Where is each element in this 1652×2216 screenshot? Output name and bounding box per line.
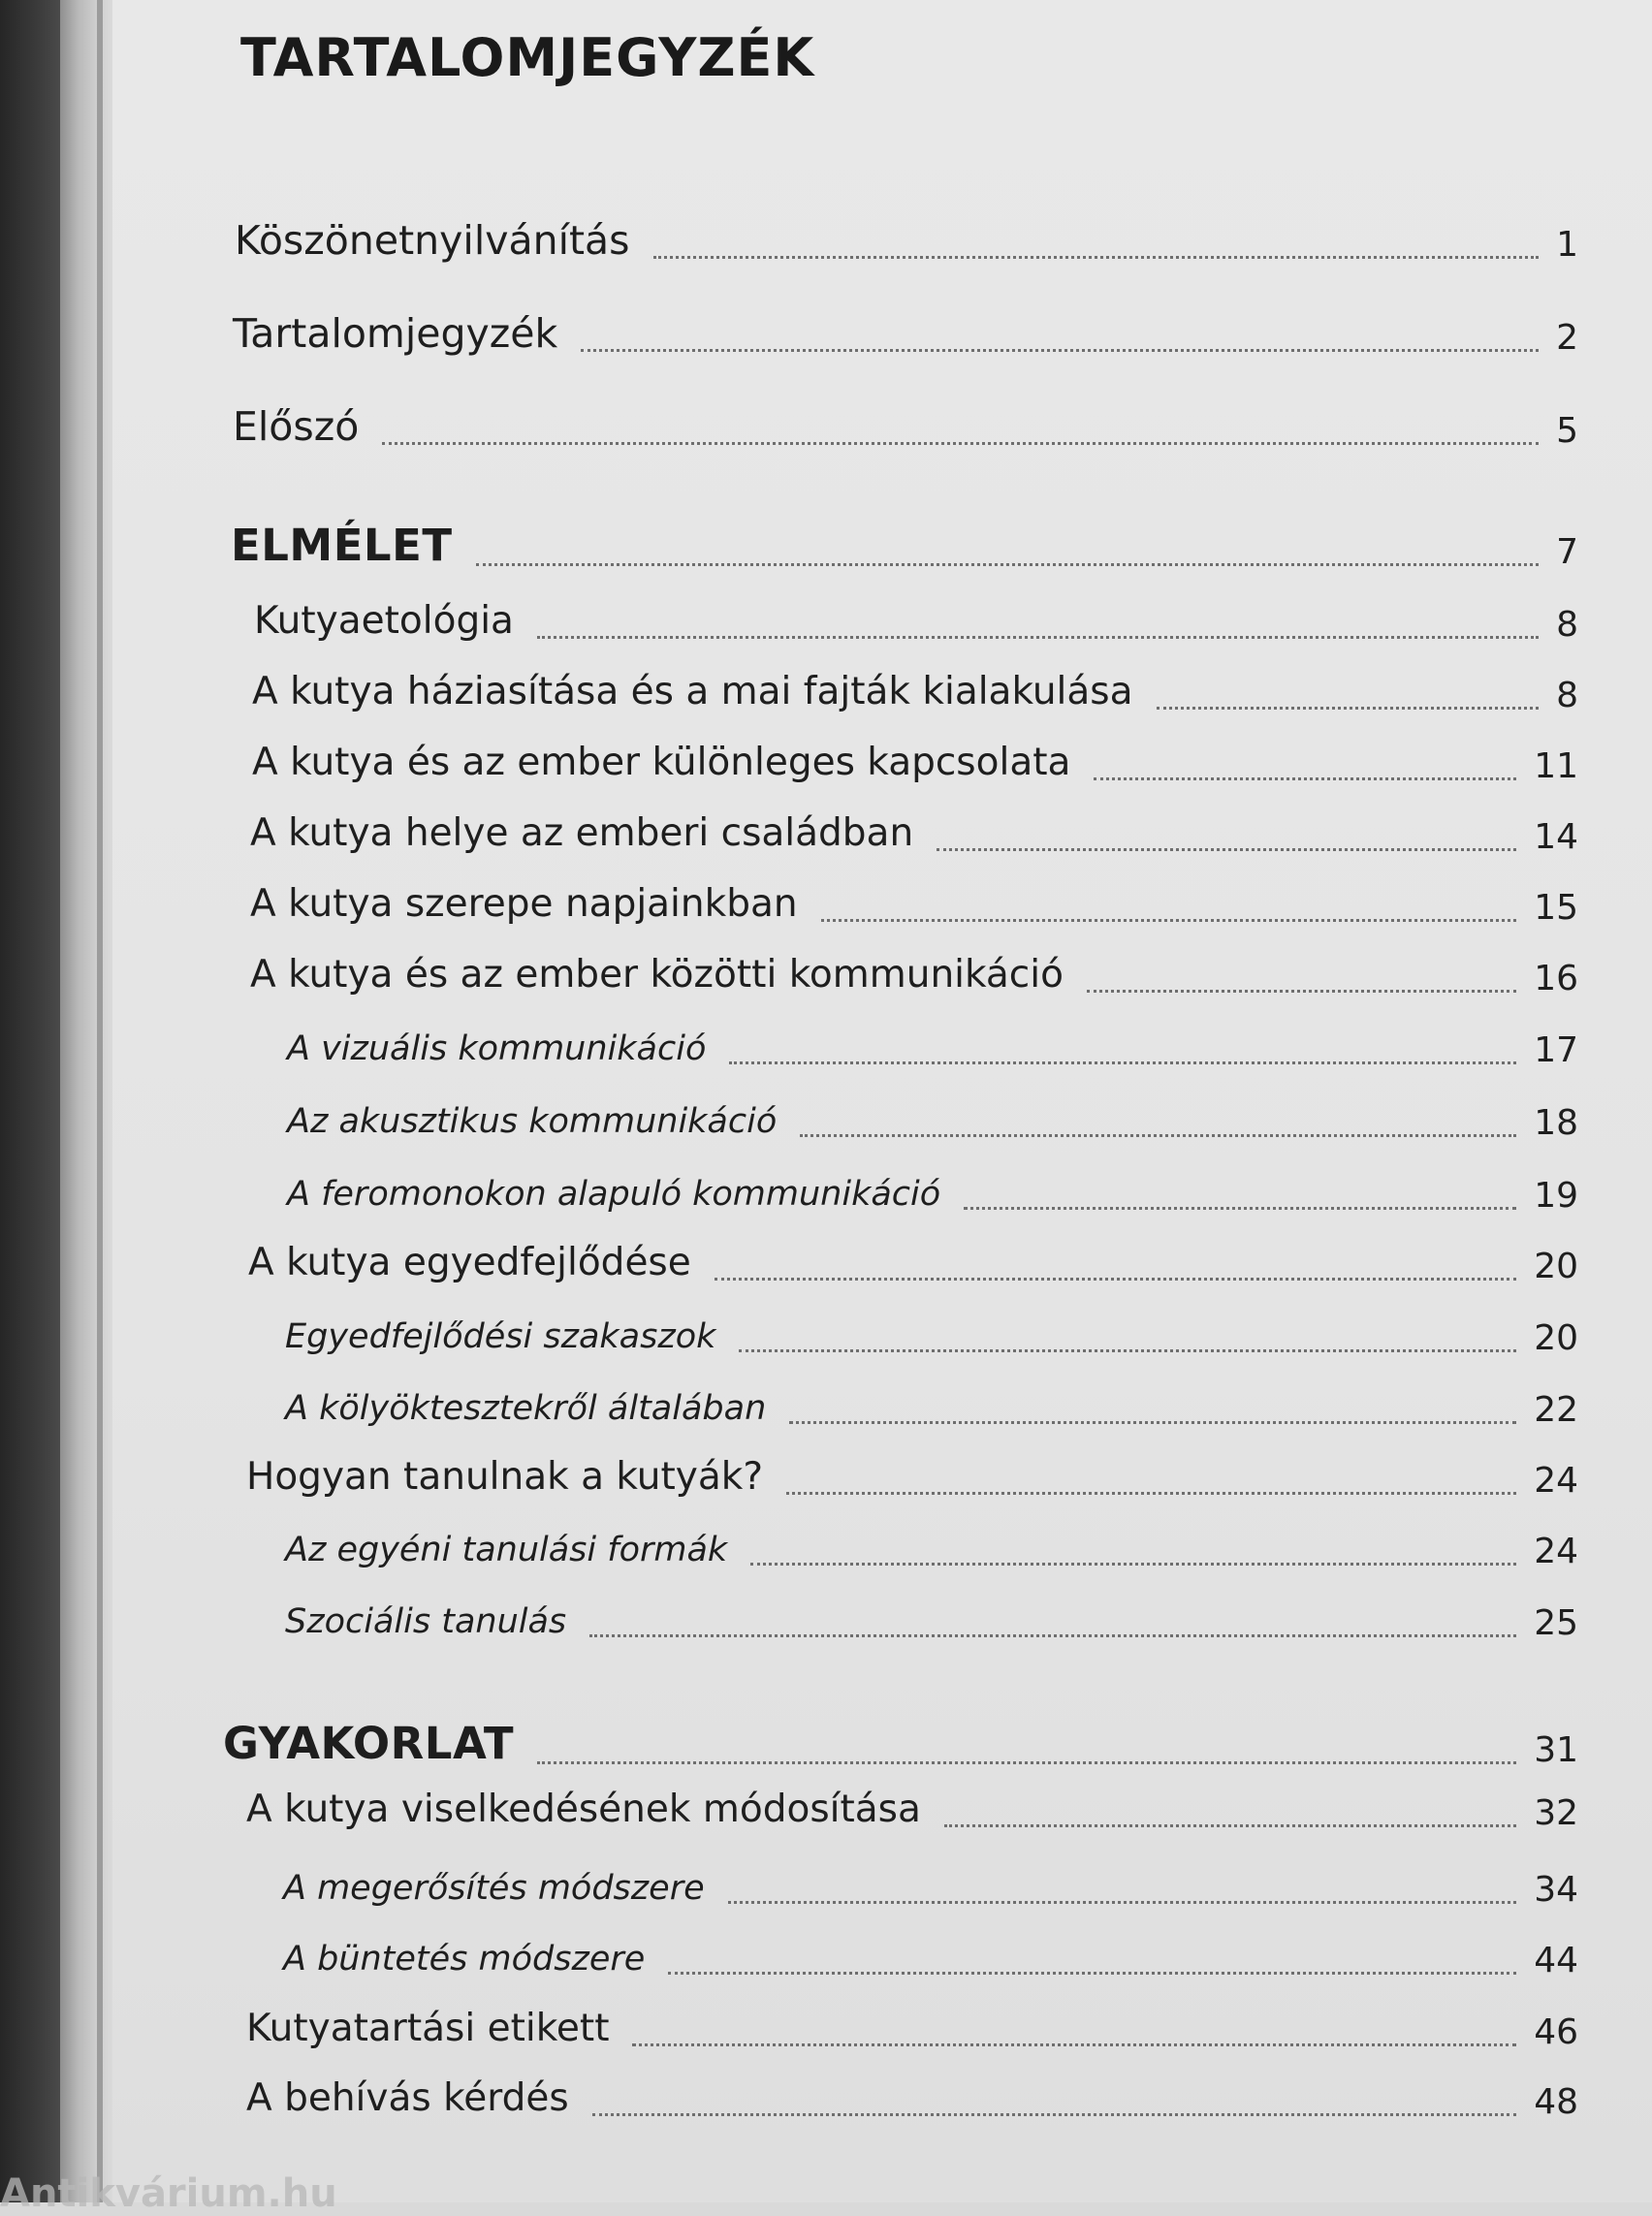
- dot-leader: [537, 1761, 1516, 1764]
- dot-leader: [592, 2113, 1517, 2116]
- toc-entry-page: 18: [1534, 1102, 1578, 1143]
- dot-leader: [715, 1278, 1516, 1281]
- toc-part: [223, 1720, 1578, 1768]
- dot-leader: [653, 256, 1540, 259]
- toc-entry-label: A kutya háziasítása és a mai fajták kialakulása: [252, 670, 1133, 713]
- toc-entry: [246, 1457, 1578, 1499]
- toc-part-label: GYAKORLAT: [223, 1718, 515, 1769]
- toc-entry: [254, 601, 1578, 643]
- toc-entry: [252, 743, 1578, 784]
- toc-entry: [235, 217, 1578, 266]
- dot-leader: [382, 442, 1539, 445]
- toc-entry-label: A büntetés módszere: [283, 1940, 646, 1979]
- toc-entry: [246, 1789, 1578, 1831]
- toc-entry-label: Köszönetnyilvánítás: [235, 217, 630, 264]
- toc-subentry: [285, 1318, 1578, 1356]
- dot-leader: [1157, 707, 1540, 710]
- toc-entry-page: 8: [1556, 604, 1578, 645]
- dot-leader: [537, 636, 1539, 639]
- dot-leader: [729, 1061, 1516, 1064]
- toc-entry-label: Az egyéni tanulási formák: [285, 1531, 728, 1569]
- dot-leader: [786, 1492, 1516, 1495]
- toc-entry-page: 14: [1534, 816, 1578, 857]
- toc-entry-page: 16: [1534, 958, 1578, 998]
- toc-entry-label: A kutya viselkedésének módosítása: [246, 1788, 921, 1831]
- toc-entry: [252, 672, 1578, 713]
- toc-subentry: [285, 1390, 1578, 1428]
- toc-entry-page: 15: [1534, 887, 1578, 928]
- toc-entry-label: A kutya egyedfejlődése: [248, 1241, 691, 1284]
- dot-leader: [668, 1972, 1516, 1975]
- toc-entry-label: A kutya szerepe napjainkban: [250, 882, 798, 926]
- toc-entry-page: 1: [1556, 225, 1578, 266]
- toc-entry-page: 22: [1534, 1389, 1578, 1430]
- toc-entry-page: 8: [1556, 675, 1578, 715]
- dot-leader: [632, 2043, 1516, 2046]
- watermark: Antikvárium.hu: [0, 2171, 337, 2216]
- toc-entry-page: 25: [1534, 1602, 1578, 1643]
- dot-leader: [476, 563, 1540, 566]
- toc-entry-page: 24: [1534, 1531, 1578, 1571]
- toc-subentry: [285, 1603, 1578, 1641]
- dot-leader: [821, 919, 1517, 922]
- toc-entry: [246, 2009, 1578, 2050]
- toc-entry: [250, 884, 1578, 926]
- toc-subentry: [283, 1870, 1578, 1908]
- toc-entry-page: 34: [1534, 1869, 1578, 1910]
- toc-part: [231, 522, 1578, 570]
- toc-entry-label: A kölyöktesztekről általában: [285, 1389, 767, 1428]
- toc-entry-page: 11: [1534, 745, 1578, 786]
- dot-leader: [581, 349, 1539, 352]
- toc-subentry: [287, 1176, 1578, 1214]
- dot-leader: [589, 1634, 1516, 1637]
- toc-entry-page: 31: [1534, 1729, 1578, 1770]
- toc-entry-label: Egyedfejlődési szakaszok: [285, 1317, 716, 1356]
- dot-leader: [800, 1134, 1516, 1137]
- toc-entry: [248, 1243, 1578, 1284]
- dot-leader: [1094, 777, 1516, 780]
- toc-subentry: [285, 1532, 1578, 1569]
- toc-entry-label: A kutya helye az emberi családban: [250, 811, 914, 855]
- toc-entry-page: 20: [1534, 1317, 1578, 1358]
- page-title: TARTALOMJEGYZÉK: [240, 27, 815, 88]
- dot-leader: [1087, 990, 1516, 993]
- dot-leader: [937, 848, 1516, 851]
- toc-part-label: ELMÉLET: [231, 520, 453, 571]
- dot-leader: [728, 1901, 1517, 1904]
- toc-entry-page: 48: [1534, 2081, 1578, 2122]
- toc-entry-page: 17: [1534, 1029, 1578, 1070]
- toc-entry-label: A kutya és az ember különleges kapcsolata: [252, 741, 1071, 784]
- toc-entry-page: 2: [1556, 318, 1578, 359]
- toc-entry-label: A kutya és az ember közötti kommunikáció: [250, 953, 1064, 997]
- dot-leader: [944, 1824, 1516, 1827]
- toc-entry-label: Az akusztikus kommunikáció: [287, 1102, 778, 1141]
- dot-leader: [739, 1349, 1516, 1352]
- toc-entry-label: A behívás kérdés: [246, 2076, 569, 2120]
- toc-entry-label: A megerősítés módszere: [283, 1869, 705, 1908]
- toc-entry-page: 19: [1534, 1175, 1578, 1216]
- toc-entry-label: Hogyan tanulnak a kutyák?: [246, 1455, 764, 1499]
- toc-entry-label: Előszó: [233, 403, 360, 450]
- toc-entry-label: Tartalomjegyzék: [233, 310, 558, 357]
- toc-entry-page: 20: [1534, 1246, 1578, 1286]
- toc-subentry: [283, 1941, 1578, 1979]
- toc-entry: [233, 310, 1578, 359]
- dot-leader: [789, 1421, 1516, 1424]
- toc-entry-label: A feromonokon alapuló kommunikáció: [287, 1175, 941, 1214]
- toc-entry-label: Szociális tanulás: [285, 1602, 567, 1641]
- toc-entry-page: 46: [1534, 2011, 1578, 2052]
- dot-leader: [750, 1563, 1516, 1566]
- toc-entry: [250, 955, 1578, 997]
- toc-entry-page: 5: [1556, 411, 1578, 452]
- toc-entry: [250, 813, 1578, 855]
- toc-entry: [233, 403, 1578, 452]
- dot-leader: [964, 1207, 1516, 1210]
- toc-entry-label: A vizuális kommunikáció: [287, 1029, 707, 1068]
- toc-entry-page: 44: [1534, 1940, 1578, 1980]
- toc-entry-page: 32: [1534, 1792, 1578, 1833]
- toc-entry-label: Kutyatartási etikett: [246, 2007, 610, 2050]
- toc-entry-page: 7: [1556, 531, 1578, 572]
- toc-entry: [246, 2078, 1578, 2120]
- toc-entry-page: 24: [1534, 1460, 1578, 1501]
- toc-subentry: [287, 1103, 1578, 1141]
- toc-entry-label: Kutyaetológia: [254, 599, 514, 643]
- toc-subentry: [287, 1030, 1578, 1068]
